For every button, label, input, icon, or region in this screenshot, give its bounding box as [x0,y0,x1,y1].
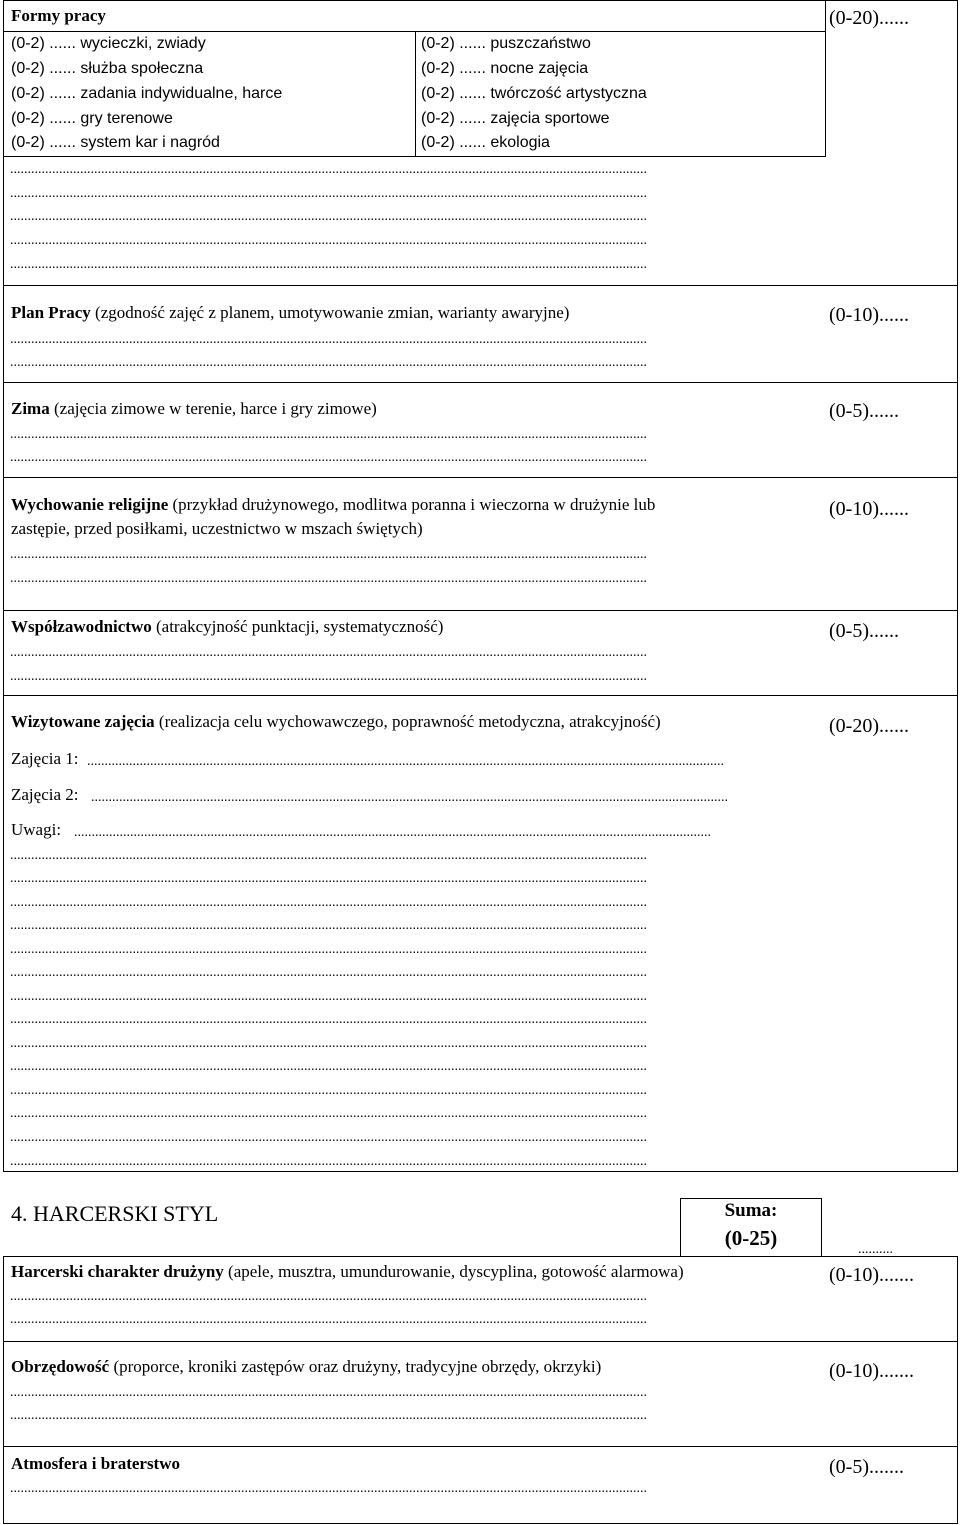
uwagi-field[interactable]: ...................................................................................................................................................................................... [74,826,711,840]
zajecia-1-field[interactable]: ...................................................................................................................................................................................... [87,755,724,769]
charakter-label: Harcerski charakter drużyny (apele, musztra, umundurowanie, dyscyplina, gotowość alarmowa) [11,1262,684,1281]
religijne-score: (0-10)...... [829,498,909,520]
divider [3,382,958,383]
section-4-frame-right [957,1256,958,1524]
answer-line[interactable]: ...................................................................................................................................................................................... [10,670,647,684]
answer-line[interactable]: ...................................................................................................................................................................................... [10,572,647,586]
uwagi-label: Uwagi: [11,820,62,839]
plan-pracy-score: (0-10)...... [829,304,909,326]
answer-line[interactable]: ...................................................................................................................................................................................... [10,896,647,910]
answer-line[interactable]: ...................................................................................................................................................................................... [10,187,647,201]
answer-line[interactable]: ...................................................................................................................................................................................... [10,548,647,562]
formy-left-item: (0-2) ...... wycieczki, zwiady [11,35,206,52]
answer-line[interactable]: ...................................................................................................................................................................................... [10,333,647,347]
wspolzawodnictwo-score: (0-5)...... [829,620,899,642]
answer-line[interactable]: ...................................................................................................................................................................................... [10,234,647,248]
answer-line[interactable]: ...................................................................................................................................................................................... [10,1013,647,1027]
section-4-title: 4. HARCERSKI STYL [11,1201,219,1226]
wizytowane-score: (0-20)...... [829,715,909,737]
zajecia-1-label: Zajęcia 1: [11,749,79,768]
divider [3,610,958,611]
suma-range: (0-25) [724,1226,778,1250]
section-4-frame-bottom [3,1523,958,1524]
answer-line[interactable]: ...................................................................................................................................................................................... [10,163,647,177]
divider [3,1341,958,1342]
zima-label: Zima (zajęcia zimowe w terenie, harce i gry zimowe) [11,399,377,418]
answer-line[interactable]: ...................................................................................................................................................................................... [10,1313,647,1327]
answer-line[interactable]: ...................................................................................................................................................................................... [10,849,647,863]
answer-line[interactable]: ...................................................................................................................................................................................... [10,646,647,660]
divider [3,695,958,696]
formy-right-item: (0-2) ...... nocne zajęcia [421,60,589,77]
answer-line[interactable]: ...................................................................................................................................................................................... [10,966,647,980]
answer-line[interactable]: ...................................................................................................................................................................................... [10,1107,647,1121]
answer-line[interactable]: ...................................................................................................................................................................................... [10,1084,647,1098]
divider [3,285,958,286]
answer-line[interactable]: ...................................................................................................................................................................................... [10,1290,647,1304]
section-4-frame-top [3,1256,958,1257]
section-4-frame-left [3,1256,4,1524]
answer-line[interactable]: ...................................................................................................................................................................................... [10,943,647,957]
formy-table-column-divider [415,31,416,157]
answer-line[interactable]: ...................................................................................................................................................................................... [10,990,647,1004]
answer-line[interactable]: ...................................................................................................................................................................................... [10,356,647,370]
zima-score: (0-5)...... [829,400,899,422]
answer-line[interactable]: ...................................................................................................................................................................................... [10,872,647,886]
formy-right-item: (0-2) ...... twórczość artystyczna [421,85,647,102]
answer-line[interactable]: ...................................................................................................................................................................................... [10,1155,647,1169]
answer-line[interactable]: ...................................................................................................................................................................................... [10,210,647,224]
atmosfera-label: Atmosfera i braterstwo [11,1454,180,1473]
charakter-score: (0-10)....... [829,1264,914,1286]
formy-pracy-score: (0-20)...... [829,7,909,29]
plan-pracy-label: Plan Pracy (zgodność zajęć z planem, umotywowanie zmian, warianty awaryjne) [11,303,570,322]
answer-line[interactable]: ...................................................................................................................................................................................... [10,1131,647,1145]
suma-label: Suma: [724,1200,778,1221]
answer-line[interactable]: ...................................................................................................................................................................................... [10,428,647,442]
formy-pracy-title: Formy pracy [11,6,106,25]
zajecia-2-label: Zajęcia 2: [11,785,79,804]
answer-line[interactable]: ...................................................................................................................................................................................... [10,1060,647,1074]
formy-left-item: (0-2) ...... zadania indywidualne, harce [11,85,283,102]
divider [3,1446,958,1447]
religijne-label-line2: zastępie, przed posiłkami, uczestnictwo w mszach świętych) [11,519,423,538]
religijne-label: Wychowanie religijne (przykład drużynowego, modlitwa poranna i wieczorna w drużynie lub [11,495,656,514]
obrzedowosc-score: (0-10)....... [829,1360,914,1382]
obrzedowosc-label: Obrzędowość (proporce, kroniki zastępów oraz drużyny, tradycyjne obrzędy, okrzyki) [11,1357,602,1376]
zajecia-2-field[interactable]: ...................................................................................................................................................................................... [91,791,728,805]
wizytowane-label: Wizytowane zajęcia (realizacja celu wychowawczego, poprawność metodyczna, atrakcyjność) [11,712,661,731]
formy-left-item: (0-2) ...... gry terenowe [11,110,173,127]
answer-line[interactable]: ...................................................................................................................................................................................... [10,1482,647,1496]
answer-line[interactable]: ...................................................................................................................................................................................... [10,1409,647,1423]
formy-right-item: (0-2) ...... zajęcia sportowe [421,110,610,127]
formy-right-item: (0-2) ...... ekologia [421,134,550,151]
wspolzawodnictwo-label: Współzawodnictwo (atrakcyjność punktacji, systematyczność) [11,617,444,636]
answer-line[interactable]: ...................................................................................................................................................................................... [10,451,647,465]
formy-right-item: (0-2) ...... puszczaństwo [421,35,591,52]
answer-line[interactable]: ...................................................................................................................................................................................... [10,258,647,272]
answer-line[interactable]: ...................................................................................................................................................................................... [10,1037,647,1051]
formy-left-item: (0-2) ...... system kar i nagród [11,134,220,151]
answer-line[interactable]: ...................................................................................................................................................................................... [10,919,647,933]
formy-left-item: (0-2) ...... służba społeczna [11,60,204,77]
divider [3,477,958,478]
answer-line[interactable]: ...................................................................................................................................................................................... [10,1386,647,1400]
atmosfera-score: (0-5)....... [829,1456,904,1478]
suma-field[interactable]: .......... [858,1243,893,1257]
